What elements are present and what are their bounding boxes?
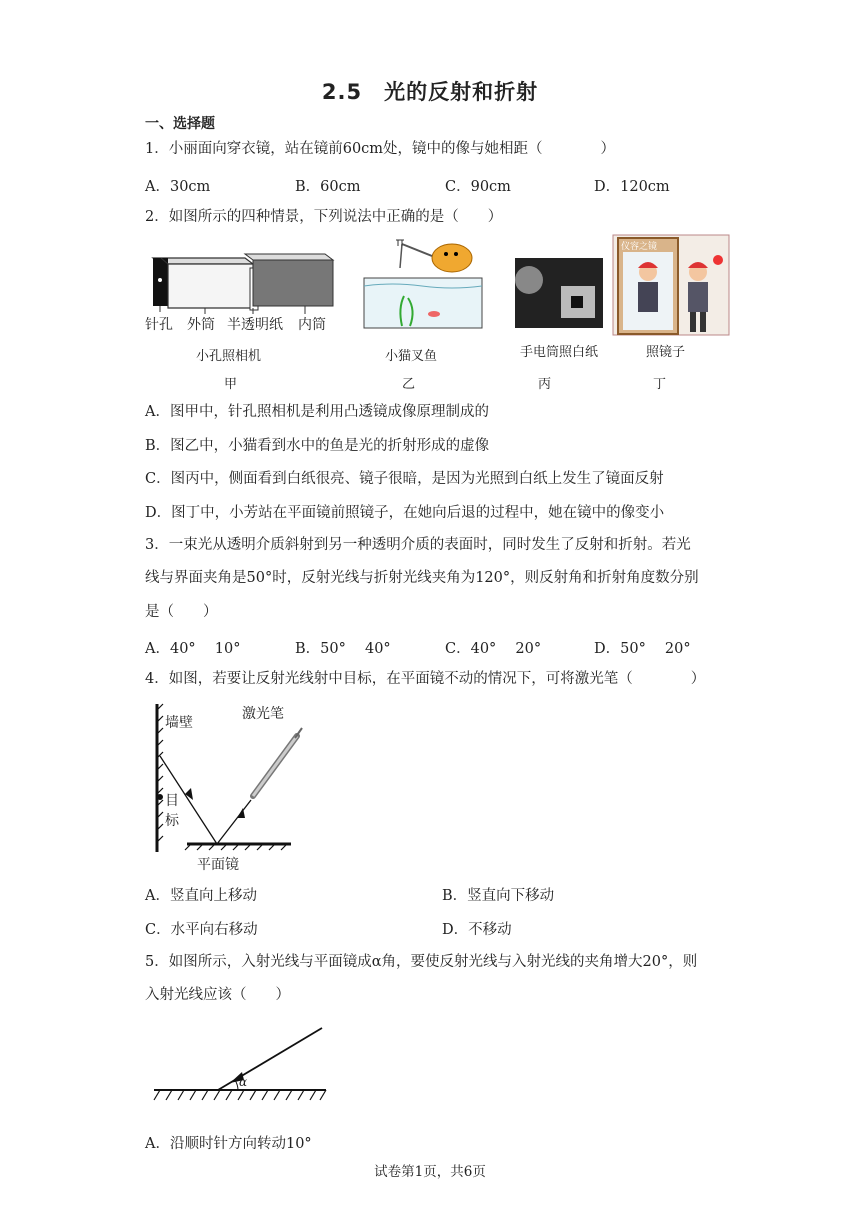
label-wall: 墙壁 — [165, 715, 193, 731]
q4-option-d: D．不移动 — [442, 922, 512, 938]
question-4-text: 4．如图，若要让反射光线射中目标，在平面镜不动的情况下，可将激光笔（ ） — [145, 671, 706, 687]
q3-option-d: D．50° 20° — [594, 641, 691, 657]
label-target-1: 目 — [165, 793, 179, 809]
label-alpha: α — [239, 1075, 248, 1089]
q4-option-b: B．竖直向下移动 — [442, 888, 555, 904]
tag-yi: 乙 — [402, 377, 416, 392]
caption-mirror: 照镜子 — [646, 345, 686, 360]
q3-option-a: A．40° 10° — [145, 641, 241, 657]
q4-option-c: C．水平向右移动 — [145, 922, 258, 938]
label-laser-pen: 激光笔 — [242, 706, 284, 722]
question-2-text: 2．如图所示的四种情景，下列说法中正确的是（ ） — [145, 209, 503, 225]
q1-option-c: C．90cm — [445, 179, 511, 195]
question-3-line-1: 3．一束光从透明介质斜射到另一种透明介质的表面时，同时发生了反射和折射。若光 — [145, 537, 691, 553]
flashlight-figure — [515, 258, 603, 328]
question-3-line-3: 是（ ） — [145, 604, 218, 620]
q5-option-a: A．沿顺时针方向转动10° — [145, 1136, 312, 1152]
q2-option-b: B．图乙中，小猫看到水中的鱼是光的折射形成的虚像 — [145, 438, 490, 454]
q4-option-a: A．竖直向上移动 — [145, 888, 257, 904]
caption-flashlight: 手电筒照白纸 — [520, 345, 599, 360]
label-translucent-paper: 半透明纸 — [227, 317, 283, 333]
q2-option-d: D．图丁中，小芳站在平面镜前照镜子，在她向后退的过程中，她在镜中的像变小 — [145, 505, 665, 521]
cat-fishing-figure — [362, 238, 484, 330]
question-5-line-2: 入射光线应该（ ） — [145, 987, 290, 1003]
incident-angle-figure — [150, 1020, 330, 1110]
section-heading: 一、选择题 — [145, 116, 215, 132]
q1-option-a: A．30cm — [145, 179, 211, 195]
q3-option-b: B．50° 40° — [295, 641, 391, 657]
cat-fishing-drawing — [362, 238, 484, 330]
q3-option-c: C．40° 20° — [445, 641, 542, 657]
label-pinhole: 针孔 — [145, 317, 173, 333]
label-outer-tube: 外筒 — [187, 317, 215, 333]
label-inner-tube: 内筒 — [298, 317, 326, 333]
tag-ding: 丁 — [653, 377, 667, 392]
caption-cat-fishing: 小猫叉鱼 — [385, 349, 438, 364]
label-plane-mirror: 平面镜 — [197, 857, 239, 873]
caption-pinhole-camera: 小孔照相机 — [196, 349, 262, 364]
page-footer: 试卷第1页，共6页 — [374, 1164, 486, 1180]
question-1-text: 1．小丽面向穿衣镜，站在镜前60cm处，镜中的像与她相距（ ） — [145, 141, 616, 157]
q1-option-d: D．120cm — [594, 179, 670, 195]
question-5-line-1: 5．如图所示，入射光线与平面镜成α角，要使反射光线与入射光线的夹角增大20°，则 — [145, 954, 698, 970]
pinhole-camera-figure — [145, 250, 340, 340]
mirror-figure — [612, 234, 730, 338]
q1-option-b: B．60cm — [295, 179, 361, 195]
q2-option-c: C．图丙中，侧面看到白纸很亮、镜子很暗，是因为光照到白纸上发生了镜面反射 — [145, 471, 664, 487]
mirror-sign: 仪容之镜 — [621, 242, 658, 252]
question-3-line-2: 线与界面夹角是50°时，反射光线与折射光线夹角为120°，则反射角和折射角度数分别 — [145, 570, 699, 586]
tag-bing: 丙 — [538, 377, 552, 392]
tag-jia: 甲 — [224, 377, 238, 392]
laser-mirror-figure — [145, 700, 305, 878]
q2-option-a: A．图甲中，针孔照相机是利用凸透镜成像原理制成的 — [145, 404, 489, 420]
incident-angle-drawing — [150, 1020, 330, 1110]
page-title: 2.5 光的反射和折射 — [321, 80, 539, 104]
label-target-2: 标 — [165, 813, 179, 829]
flashlight-drawing — [515, 258, 603, 328]
